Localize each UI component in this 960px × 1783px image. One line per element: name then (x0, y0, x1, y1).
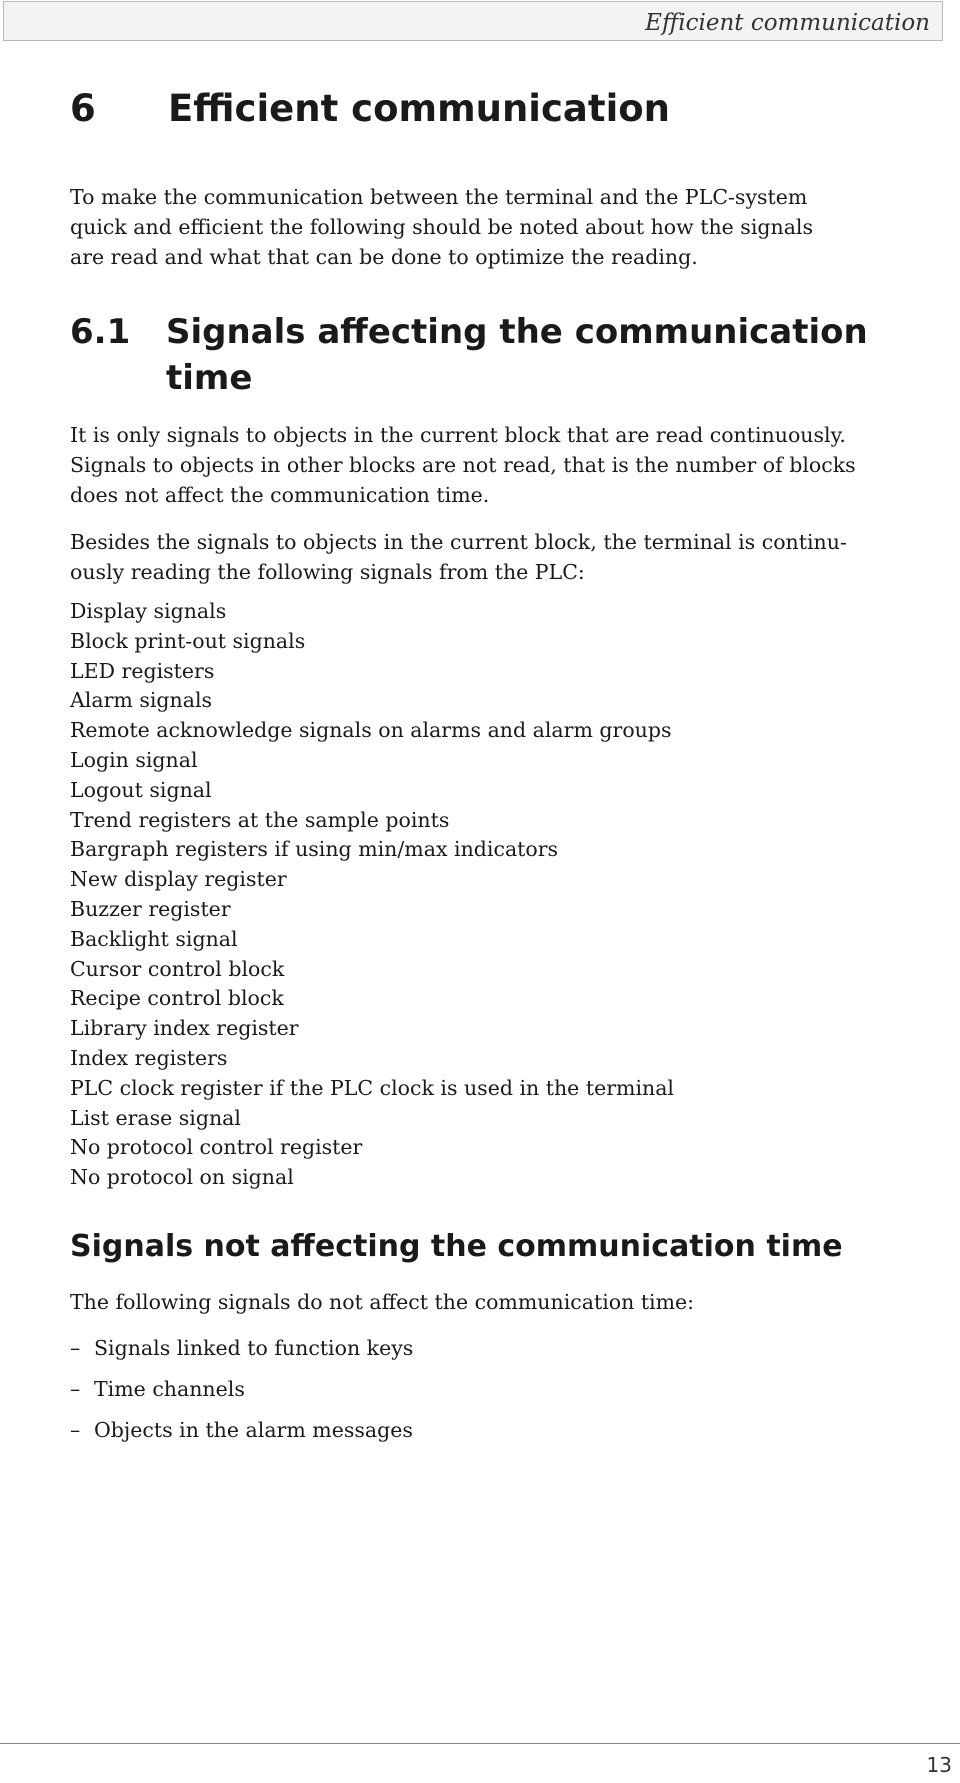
signal-item: Library index register (70, 1016, 299, 1041)
paragraph-current-block (70, 420, 890, 510)
intro-line: To make the communication between the terminal and the PLC-system (70, 185, 808, 209)
paragraph-continuous-signals (70, 527, 890, 587)
dash-list (70, 1328, 413, 1451)
section-number: 6.1 (70, 312, 131, 352)
subheading-not-affecting: Signals not affecting the communication time (70, 1229, 843, 1264)
signal-item: Trend registers at the sample points (70, 807, 450, 832)
dash-bullet: – (70, 1336, 81, 1360)
dash-list-item-text: Time channels (94, 1377, 245, 1401)
dash-list-item-text: Signals linked to function keys (94, 1336, 414, 1360)
signal-item: Remote acknowledge signals on alarms and alarm groups (70, 718, 672, 743)
signal-item: PLC clock register if the PLC clock is used in the terminal (70, 1075, 674, 1100)
signal-item: List erase signal (70, 1105, 241, 1130)
running-header (3, 1, 943, 41)
dash-bullet: – (70, 1418, 81, 1442)
signal-item: New display register (70, 867, 287, 892)
paragraph-line: It is only signals to objects in the current block that are read continuously. (70, 423, 846, 447)
signal-list (70, 597, 674, 1193)
chapter-number: 6 (70, 87, 96, 130)
running-header-title: Efficient communication (645, 10, 930, 36)
signal-item: Logout signal (70, 777, 212, 802)
paragraph-line: Besides the signals to objects in the current block, the terminal is continu- (70, 530, 847, 554)
signal-item: Recipe control block (70, 986, 284, 1011)
intro-line: are read and what that can be done to optimize the reading. (70, 245, 698, 269)
not-affecting-intro (70, 1287, 890, 1317)
signal-item: Bargraph registers if using min/max indicators (70, 837, 559, 862)
paragraph-line: does not affect the communication time. (70, 483, 490, 507)
dash-list-item-text: Objects in the alarm messages (94, 1418, 413, 1442)
signal-item: No protocol control register (70, 1135, 363, 1160)
dash-list-item (70, 1328, 413, 1369)
dash-list-item (70, 1410, 413, 1451)
signal-item: Backlight signal (70, 926, 238, 951)
section-heading (70, 309, 870, 401)
signal-item: Display signals (70, 599, 227, 623)
chapter-heading (70, 85, 670, 133)
dash-list-item (70, 1369, 413, 1410)
intro-line: quick and efficient the following should be noted about how the signals (70, 215, 813, 239)
footer-rule (0, 1743, 960, 1744)
signal-item: Block print-out signals (70, 628, 306, 653)
intro-paragraph (70, 182, 890, 272)
signal-item: Login signal (70, 747, 198, 772)
paragraph-line: Signals to objects in other blocks are not read, that is the number of blocks (70, 453, 856, 477)
signal-item: Cursor control block (70, 956, 285, 981)
signal-item: Index registers (70, 1045, 228, 1070)
signal-item: Alarm signals (70, 688, 213, 713)
section-title: Signals affecting the communication time (166, 312, 868, 398)
paragraph-line: The following signals do not affect the communication time: (70, 1290, 695, 1314)
signal-item: Buzzer register (70, 896, 231, 921)
page-number: 13 (926, 1753, 952, 1777)
chapter-title: Efficient communication (168, 87, 671, 130)
dash-bullet: – (70, 1377, 81, 1401)
signal-item: LED registers (70, 658, 215, 683)
paragraph-line: ously reading the following signals from the PLC: (70, 560, 585, 584)
signal-item: No protocol on signal (70, 1165, 294, 1190)
